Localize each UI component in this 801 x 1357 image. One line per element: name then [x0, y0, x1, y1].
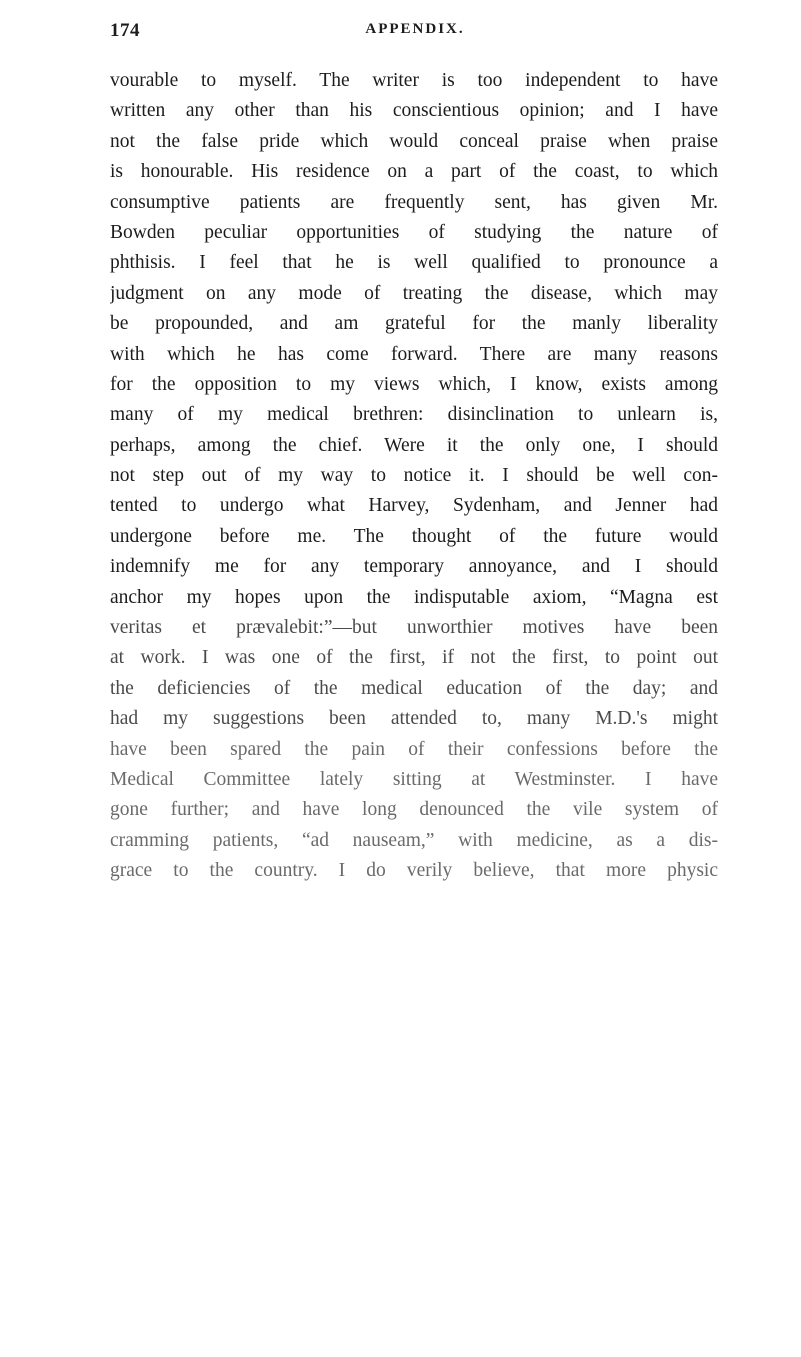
- text-line: have been spared the pain of their confessions before the: [110, 738, 718, 760]
- text-line: indemnify me for any temporary annoyance, and I should: [110, 556, 718, 578]
- text-line: vourable to myself. The writer is too independent to have: [110, 70, 718, 91]
- text-line: undergone before me. The thought of the future would: [110, 525, 718, 547]
- text-line: had my suggestions been attended to, many M.D.'s might: [110, 708, 718, 730]
- text-line: be propounded, and am grateful for the manly liberality: [110, 313, 718, 335]
- text-line: consumptive patients are frequently sent, has given Mr.: [110, 191, 718, 213]
- text-line: cramming patients, “ad nauseam,” with medicine, as a dis-: [110, 829, 718, 851]
- text-line: many of my medical brethren: disinclination to unlearn is,: [110, 404, 718, 426]
- text-line: the deficiencies of the medical education of the day; and: [110, 677, 718, 699]
- text-line: tented to undergo what Harvey, Sydenham, and Jenner had: [110, 495, 718, 517]
- running-head: [110, 20, 720, 50]
- text-line: grace to the country. I do verily believe, that more physic: [110, 860, 718, 882]
- running-title: APPENDIX.: [365, 21, 465, 37]
- text-line: not step out of my way to notice it. I should be well con-: [110, 465, 718, 487]
- text-line: judgment on any mode of treating the disease, which may: [110, 282, 718, 304]
- text-line: anchor my hopes upon the indisputable axiom, “Magna est: [110, 586, 718, 608]
- text-line: Bowden peculiar opportunities of studying the nature of: [110, 221, 718, 243]
- text-line: veritas et prævalebit:”—but unworthier motives have been: [110, 617, 718, 639]
- text-line: at work. I was one of the first, if not the first, to point out: [110, 647, 718, 669]
- text-line: perhaps, among the chief. Were it the only one, I should: [110, 434, 718, 456]
- text-line: with which he has come forward. There are many reasons: [110, 343, 718, 365]
- text-line: not the false pride which would conceal praise when praise: [110, 130, 718, 152]
- page-number: 174: [110, 20, 140, 41]
- body-text: [110, 66, 718, 887]
- text-line: for the opposition to my views which, I know, exists among: [110, 373, 718, 395]
- text-line: gone further; and have long denounced the vile system of: [110, 799, 718, 821]
- text-line: phthisis. I feel that he is well qualified to pronounce a: [110, 252, 718, 274]
- text-line: Medical Committee lately sitting at Westminster. I have: [110, 768, 718, 790]
- text-line: is honourable. His residence on a part of the coast, to which: [110, 161, 718, 183]
- text-line: written any other than his conscientious opinion; and I have: [110, 100, 718, 122]
